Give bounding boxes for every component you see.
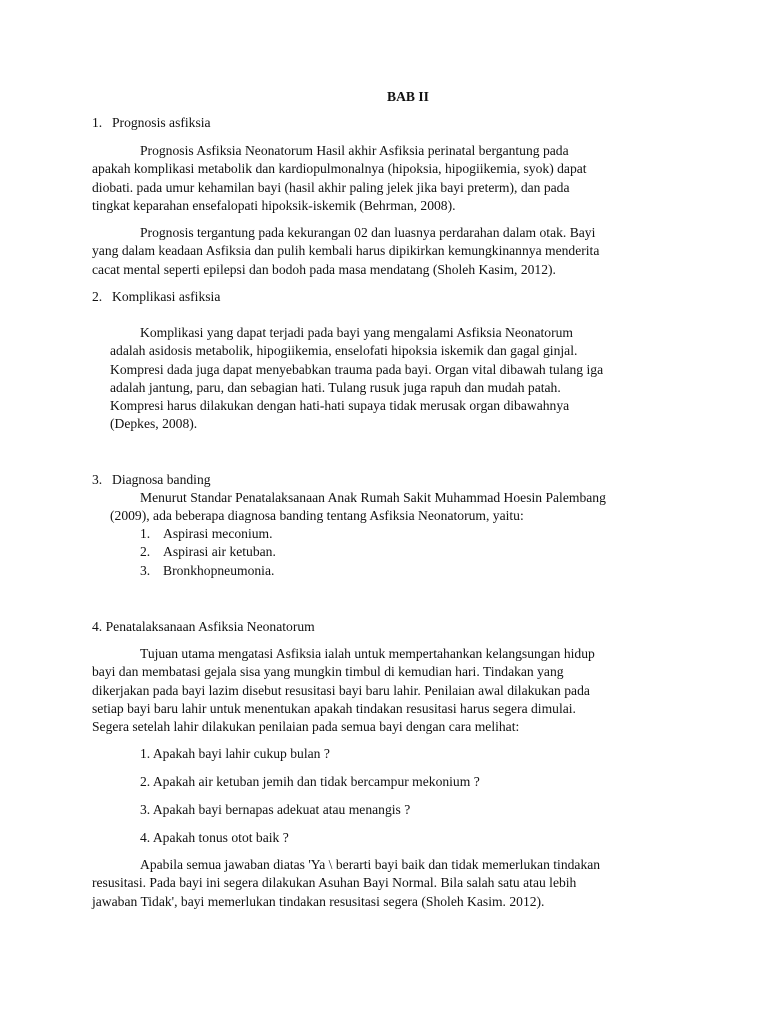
section-3-heading (92, 471, 211, 489)
text-line: Prognosis Asfiksia Neonatorum Hasil akhir Asfiksia perinatal bergantung pada (140, 143, 569, 158)
section-3-title: Diagnosa banding (112, 472, 211, 487)
list-item: 3. Bronkhopneumonia. (140, 563, 275, 578)
list-item: 2. Aspirasi air ketuban. (140, 544, 276, 559)
text-line: setiap bayi baru lahir untuk menentukan apakah tindakan resusitasi harus segera dimulai. (92, 700, 576, 716)
section-1-title: Prognosis asfiksia (112, 115, 211, 130)
text-line: Komplikasi yang dapat terjadi pada bayi yang mengalami Asfiksia Neonatorum (140, 325, 573, 340)
text-line: (2009), ada beberapa diagnosa banding tentang Asfiksia Neonatorum, yaitu: (110, 508, 524, 524)
text-line: Kompresi harus dilakukan dengan hati-hati supaya tidak merusak organ dibawahnya (110, 398, 570, 414)
text-line: Menurut Standar Penatalaksanaan Anak Rumah Sakit Muhammad Hoesin Palembang (140, 490, 606, 505)
text-line: resusitasi. Pada bayi ini segera dilakukan Asuhan Bayi Normal. Bila salah satu atau lebih (92, 875, 577, 891)
section-3-paragraph (110, 489, 676, 526)
text-line: (Depkes, 2008). (110, 416, 198, 432)
section-3-number: 3. (92, 472, 103, 487)
chapter-title: BAB II (387, 89, 429, 104)
text-line: Segera setelah lahir dilakukan penilaian pada semua bayi dengan cara melihat: (92, 719, 520, 735)
text-line: tingkat keparahan ensefalopati hipoksik-iskemik (Behrman, 2008). (92, 197, 456, 213)
section-4-closing-paragraph (92, 856, 676, 911)
text-line: adalah jantung, paru, dan sebagian hati. Tulang rusuk juga rapuh dan mudah patah. (110, 379, 561, 395)
section-4-heading: 4. Penatalaksanaan Asfiksia Neonatorum (92, 619, 315, 634)
assessment-question: 1. Apakah bayi lahir cukup bulan ? (140, 746, 330, 761)
text-line: jawaban Tidak', bayi memerlukan tindakan resusitasi segera (Sholeh Kasim. 2012). (92, 893, 545, 909)
section-1-number: 1. (92, 115, 103, 130)
text-line: Prognosis tergantung pada kekurangan 02 dan luasnya perdarahan dalam otak. Bayi (140, 225, 596, 240)
assessment-question: 4. Apakah tonus otot baik ? (140, 830, 289, 845)
text-line: adalah asidosis metabolik, hipogiikemia, enselofati hipoksia iskemik dan gagal ginjal. (110, 343, 578, 359)
section-2-number: 2. (92, 289, 103, 304)
text-line: Apabila semua jawaban diatas 'Ya \ berarti bayi baik dan tidak memerlukan tindakan (140, 857, 601, 872)
list-item: 1. Aspirasi meconium. (140, 526, 273, 541)
text-line: diobati. pada umur kehamilan bayi (hasil akhir paling jelek jika bayi preterm), dan pada (92, 179, 570, 195)
section-2-heading (92, 288, 220, 306)
text-line: bayi dan membatasi gejala sisa yang mungkin timbul di kemudian hari. Tindakan yang (92, 664, 564, 680)
section-1-paragraph-1 (92, 142, 676, 215)
text-line: Kompresi dada juga dapat menyebabkan trauma pada bayi. Organ vital dibawah tulang iga (110, 361, 604, 377)
text-line: yang dalam keadaan Asfiksia dan pulih kembali harus dipikirkan kemungkinannya menderita (92, 243, 600, 259)
text-line: Tujuan utama mengatasi Asfiksia ialah untuk mempertahankan kelangsungan hidup (140, 646, 595, 661)
text-line: cacat mental seperti epilepsi dan bodoh pada masa mendatang (Sholeh Kasim, 2012). (92, 261, 556, 277)
section-1-paragraph-2 (92, 224, 676, 279)
section-2-paragraph (110, 324, 676, 434)
section-2-title: Komplikasi asfiksia (112, 289, 221, 304)
text-line: dikerjakan pada bayi lazim disebut resusitasi bayi baru lahir. Penilaian awal dilakukan pada (92, 682, 590, 698)
assessment-question: 2. Apakah air ketuban jemih dan tidak bercampur mekonium ? (140, 774, 480, 789)
section-1-heading (92, 114, 211, 132)
section-4-paragraph (92, 645, 676, 736)
text-line: apakah komplikasi metabolik dan kardiopulmonalnya (hipoksia, hipogiikemia, syok) dapat (92, 161, 587, 177)
assessment-question: 3. Apakah bayi bernapas adekuat atau menangis ? (140, 802, 411, 817)
